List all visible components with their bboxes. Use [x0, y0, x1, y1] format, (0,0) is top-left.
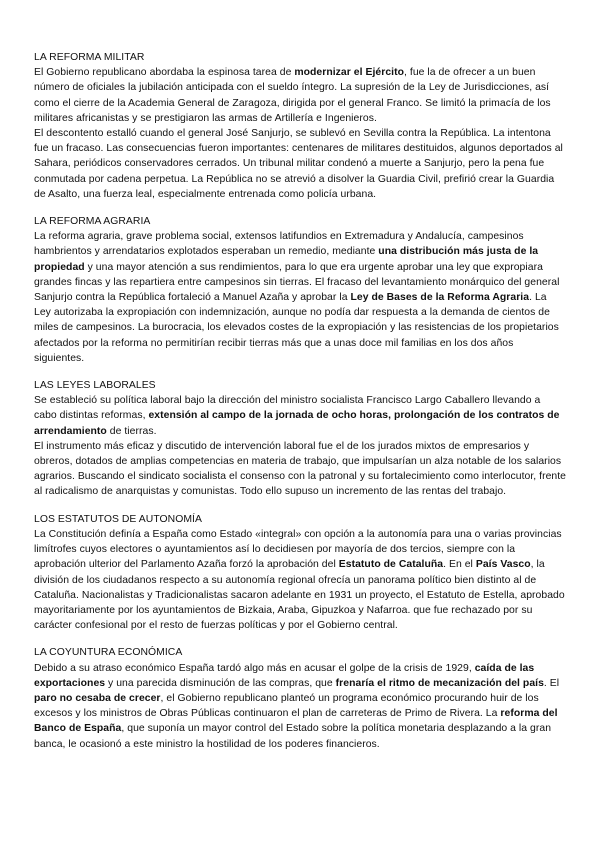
bold-text: modernizar el Ejército [294, 67, 405, 79]
section-las-leyes-laborales [34, 378, 566, 500]
paragraph [34, 393, 566, 439]
paragraph [34, 527, 566, 633]
text-run: Se estableció su política laboral bajo la dirección del ministro socialista Francisco Largo Caballero llevando a cabo distintas reformas, [34, 395, 541, 422]
text-run: , que suponía un mayor control del Estado sobre la política monetaria desplazando a la gran banca, le ocasionó a este ministro la hostilidad de los poderes financieros. [34, 723, 552, 750]
bold-text: extensión al campo de la jornada de ocho horas, prolongación de los contratos de arrendamiento [34, 410, 560, 437]
text-run: El instrumento más eficaz y discutido de intervención laboral fue el de los jurados mixtos de empresarios y obreros, dotados de amplias competencias en materia de trabajo, que impulsarían un alza notable de los salarios agrarios. Buscando el sindicato socialista el consenso con la patronal y su fortalecimiento como interlocutor, frente al radicalismo de anarquistas y comunistas. Todo ello supuso un incremento de las rentas del trabajo. [34, 440, 567, 498]
text-run: y una parecida disminución de las compras, que [105, 677, 336, 689]
text-run: El descontento estalló cuando el general José Sanjurjo, se sublevó en Sevilla contra la República. La intentona fue un fracaso. Las consecuencias fueron importantes: centenares de militares destituidos, algunos deportados al Sahara, periódicos conservadores cerrados. Un tribunal militar condenó a muerte a Sanjurjo, pero la pena fue conmutada por cadena perpetua. La República no se atrevió a disolver la Guardia Civil, prefirió crear la Guardia de Asalto, una fuerza leal, especialmente entrenada como policía urbana. [34, 128, 563, 200]
section-heading: LA REFORMA AGRARIA [34, 216, 151, 228]
paragraph [34, 126, 566, 202]
section-la-reforma-militar [34, 50, 566, 202]
paragraph [34, 65, 566, 126]
paragraph [34, 229, 566, 366]
text-run: , la división de los ciudadanos respecto a su autonomía regional ofrecía un panorama político bien distinto al de Cataluña. Nacionalistas y Tradicionalistas sacaron adelante en 1931 un proyecto, el Estatuto de Estella, aprobado mayoritariamente por los ayuntamientos de Bizkaia, Araba, Gipuzkoa y Nafarroa. que fue rechazado por su carácter confesional por el resto de fuerzas políticas y por el Gobierno central. [34, 559, 565, 632]
text-run: y una mayor atención a sus rendimientos, para lo que era urgente aprobar una ley que expropiara grandes fincas y las repartiera entre campesinos sin tierras. El fracaso del levantamiento monárquico del general Sanjurjo contra la República fortaleció a Manuel Azaña y aprobar la [34, 261, 560, 304]
text-run: El Gobierno republicano abordaba la espinosa tarea de [34, 67, 295, 79]
section-los-estatutos-de-autonomia [34, 512, 566, 634]
section-heading: LAS LEYES LABORALES [34, 380, 156, 392]
section-heading: LA COYUNTURA ECONÓMICA [34, 647, 183, 659]
bold-text: una distribución más justa de la propiedad [34, 246, 539, 273]
section-la-coyuntura-economica [34, 645, 566, 751]
bold-text: Ley de Bases de la Reforma Agraria [350, 292, 530, 304]
bold-text: frenaría el ritmo de mecanización del país [335, 677, 544, 689]
paragraph [34, 439, 566, 500]
bold-text: País Vasco [475, 559, 531, 571]
text-run: . El [543, 677, 560, 689]
bold-text: Estatuto de Cataluña [338, 559, 444, 571]
text-run: . En el [443, 559, 476, 571]
bold-text: paro no cesaba de crecer [34, 692, 161, 704]
section-heading: LA REFORMA MILITAR [34, 52, 145, 63]
text-run: . La Ley autorizaba la expropiación con indemnización, aunque no podía dar respuesta a la demanda de cientos de miles de campesinos. La burocracia, los elevados costes de la expropiación y las resistencias de los propietarios afectados por la reforma no permitirían recibir tierras más que a unas doce mil familias en los dos años siguientes. [34, 292, 559, 364]
bold-text: caída de las exportaciones [34, 662, 535, 689]
text-run: de tierras. [106, 425, 157, 437]
text-run: , fue la de ofrecer a un buen número de oficiales la jubilación anticipada con el sueldo íntegro. La supresión de la Ley de Jurisdicciones, así como el cierre de la Academia General de Zaragoza, dirigida por el general Franco. Se limitó la primacía de los militares africanistas y se prestigiaron las armas de Artillería e Ingenieros. [34, 67, 551, 124]
section-la-reforma-agraria [34, 214, 566, 366]
section-heading: LOS ESTATUTOS DE AUTONOMÍA [34, 513, 202, 525]
text-run: , el Gobierno republicano planteó un programa económico procurando huir de los excesos y los ministros de Obras Públicas continuaron el plan de carreteras de Primo de Rivera. La [34, 692, 539, 720]
text-run: Debido a su atraso económico España tardó algo más en acusar el golpe de la crisis de 1929, [34, 662, 475, 674]
text-run: La Constitución definía a España como Estado «integral» con opción a la autonomía para una o varias provincias limítrofes cuyos electores o ayuntamientos así lo decidiesen por mayoría de dos tercios, siempre con la aprobación ulterior del Parlamento Azaña forzó la aprobación del [34, 528, 562, 571]
bold-text: reforma del Banco de España [34, 708, 558, 735]
paragraph [34, 661, 566, 752]
text-run: La reforma agraria, grave problema social, extensos latifundios en Extremadura y Andalucía, campesinos hambrientos y arrendatarios explotados esperaban un remedio, mediante [34, 231, 524, 258]
